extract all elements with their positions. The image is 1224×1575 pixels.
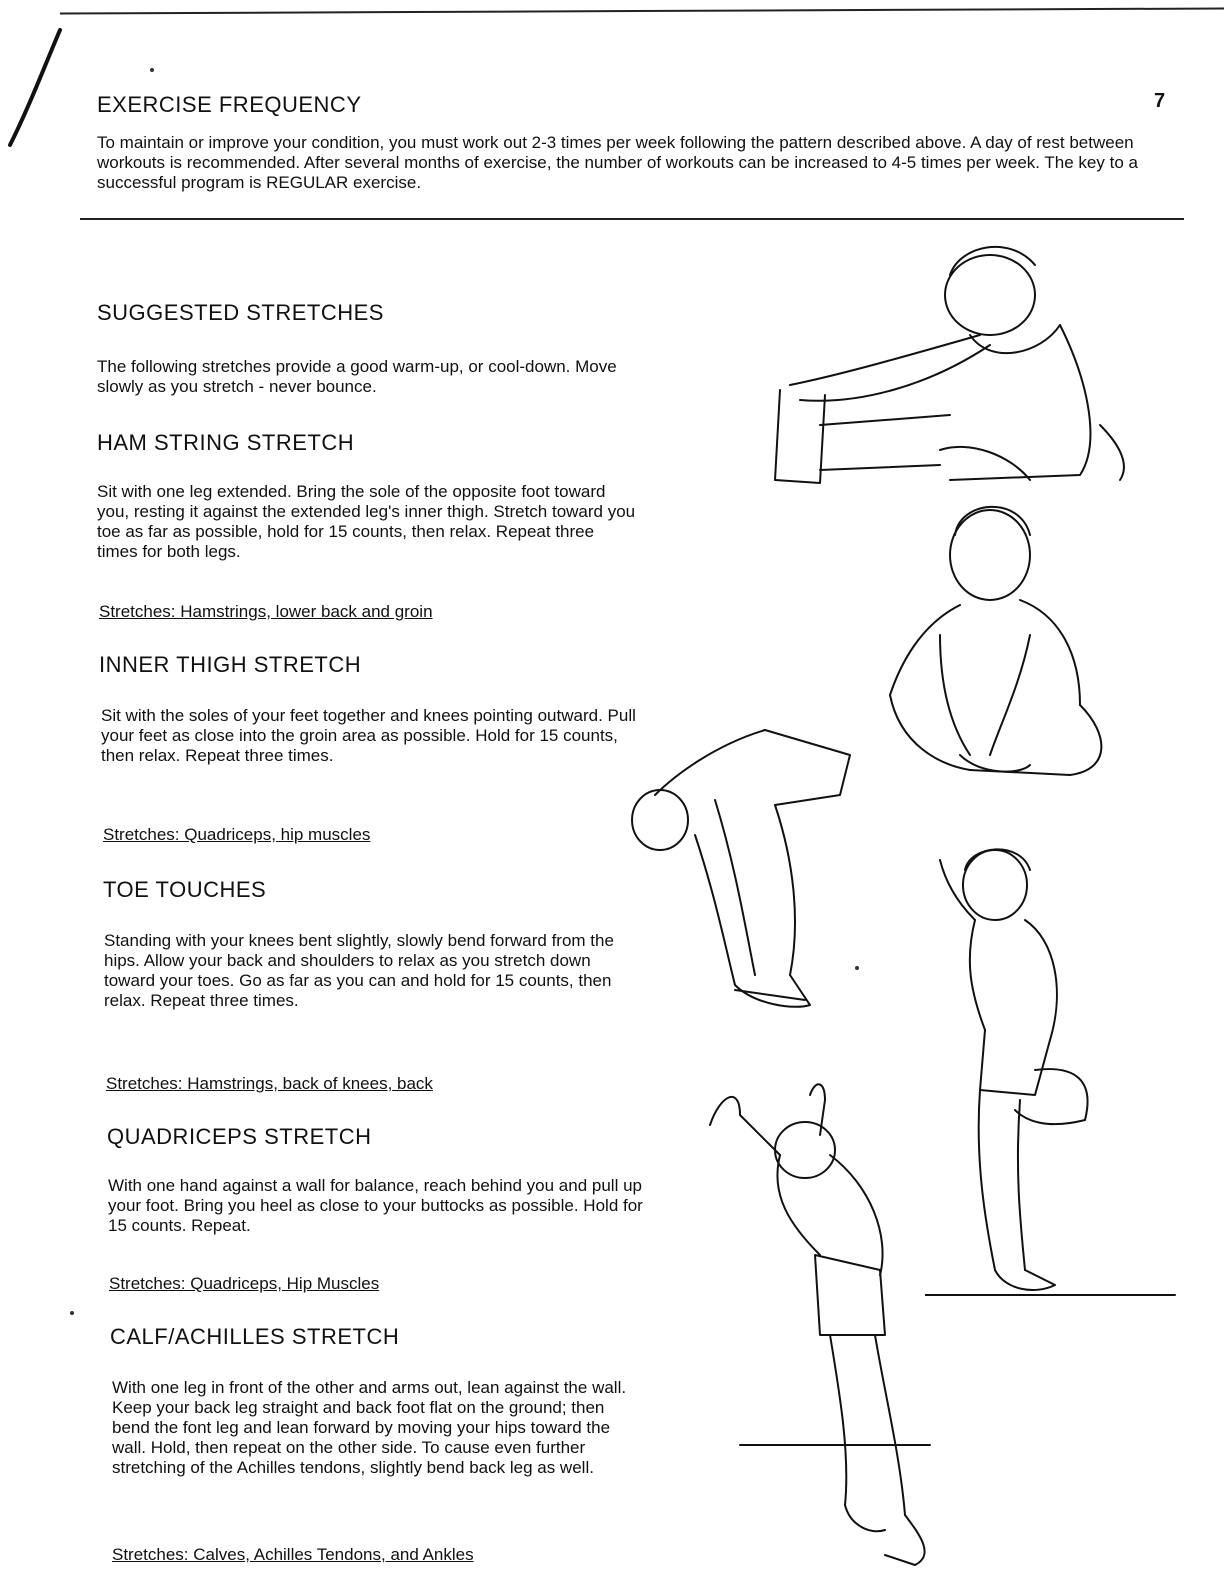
suggested-stretches-title: SUGGESTED STRETCHES [97, 300, 384, 325]
hamstring-stretch-targets: Stretches: Hamstrings, lower back and groin [99, 602, 433, 621]
inner-thigh-stretch-illustration [880, 485, 1120, 795]
scan-speck [150, 68, 154, 72]
hamstring-stretch-text: Sit with one leg extended. Bring the sole of the opposite foot toward you, resting it against the extended leg's inner thigh. Stretch toward you toe as far as possible, hold for 15 counts, then relax. Repeat three times for both legs. [97, 482, 636, 561]
scan-edge-mark [0, 25, 80, 155]
toe-touches-title: TOE TOUCHES [103, 877, 267, 902]
scan-speck [70, 1311, 74, 1315]
quadriceps-stretch-text: With one hand against a wall for balance, reach behind you and pull up your foot. Bring you heel as close to your buttocks as possible. Hold for 15 counts. Repeat. [108, 1176, 643, 1235]
calf-achilles-stretch-text: With one leg in front of the other and arms out, lean against the wall. Keep your back leg straight and back foot flat on the ground; then bend the font leg and lean forward by moving your hips toward the wall. Hold, then repeat on the other side. To cause even further stretching of the Achilles tendons, slightly bend back leg as well. [112, 1378, 627, 1477]
suggested-stretches-text: The following stretches provide a good warm-up, or cool-down. Move slowly as you stretch - never bounce. [97, 357, 617, 396]
page-number: 7 [1154, 90, 1166, 112]
toe-touches-text: Standing with your knees bent slightly, slowly bend forward from the hips. Allow your back and shoulders to relax as you stretch down toward your toes. Go as far as you can and hold for 15 counts, then relax. Repeat three times. [104, 931, 614, 1010]
quadriceps-stretch-targets: Stretches: Quadriceps, Hip Muscles [109, 1274, 380, 1293]
exercise-frequency-text: To maintain or improve your condition, you must work out 2-3 times per week following the pattern described above. A day of rest between workouts is recommended. After several months of exercise, the number of workouts can be increased to 4-5 times per week. The key to a successful program is REGULAR exercise. [97, 133, 1138, 192]
section-divider [80, 218, 1184, 220]
hamstring-stretch-illustration [760, 225, 1160, 495]
inner-thigh-stretch-targets: Stretches: Quadriceps, hip muscles [103, 825, 371, 844]
top-rule [60, 7, 1224, 14]
inner-thigh-stretch-text: Sit with the soles of your feet together and knees pointing outward. Pull your feet as close into the groin area as possible. Hold for 15 counts, then relax. Repeat three times. [101, 706, 636, 765]
calf-achilles-stretch-illustration [700, 1075, 970, 1575]
quadriceps-stretch-title: QUADRICEPS STRETCH [107, 1124, 372, 1149]
calf-achilles-stretch-title: CALF/ACHILLES STRETCH [110, 1324, 400, 1349]
exercise-frequency-title: EXERCISE FREQUENCY [97, 92, 362, 117]
calf-achilles-stretch-targets: Stretches: Calves, Achilles Tendons, and Ankles [112, 1545, 474, 1564]
toe-touches-illustration [625, 725, 865, 1025]
hamstring-stretch-title: HAM STRING STRETCH [97, 430, 355, 455]
toe-touches-targets: Stretches: Hamstrings, back of knees, back [106, 1074, 433, 1093]
inner-thigh-stretch-title: INNER THIGH STRETCH [99, 652, 362, 677]
